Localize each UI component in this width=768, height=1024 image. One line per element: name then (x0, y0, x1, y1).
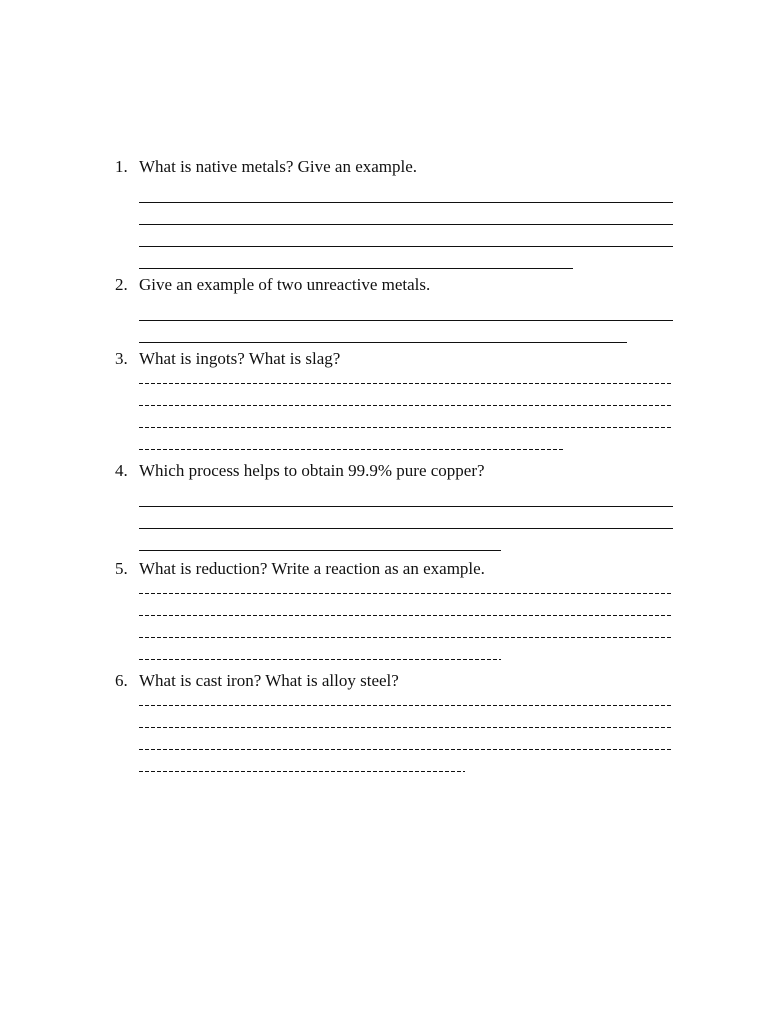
answer-line[interactable] (139, 414, 673, 436)
answer-area-4[interactable] (139, 482, 675, 554)
answer-line[interactable] (139, 324, 627, 346)
answer-area-5[interactable] (139, 580, 675, 668)
answer-line[interactable] (139, 692, 673, 714)
answer-line[interactable] (139, 758, 465, 780)
answer-line[interactable] (139, 206, 673, 228)
question-text: Which process helps to obtain 99.9% pure copper? (139, 461, 485, 480)
answer-line[interactable] (139, 250, 573, 272)
question-3-prompt (115, 348, 675, 370)
answer-area-1[interactable] (139, 178, 675, 272)
answer-line[interactable] (139, 482, 673, 510)
answer-line[interactable] (139, 392, 673, 414)
question-1-prompt (115, 156, 675, 178)
answer-line[interactable] (139, 436, 565, 458)
question-text: What is cast iron? What is alloy steel? (139, 671, 399, 690)
question-text: Give an example of two unreactive metals. (139, 275, 431, 294)
question-list (115, 156, 675, 780)
answer-line[interactable] (139, 370, 673, 392)
question-number: 6. (115, 671, 128, 690)
answer-line[interactable] (139, 228, 673, 250)
answer-line[interactable] (139, 736, 673, 758)
answer-area-2[interactable] (139, 296, 675, 346)
question-2-prompt (115, 274, 675, 296)
question-2 (115, 274, 675, 346)
answer-line[interactable] (139, 624, 673, 646)
question-number: 3. (115, 349, 128, 368)
question-text: What is reduction? Write a reaction as an example. (139, 559, 485, 578)
answer-line[interactable] (139, 510, 673, 532)
answer-area-3[interactable] (139, 370, 675, 458)
question-text: What is native metals? Give an example. (139, 157, 418, 176)
question-number: 1. (115, 157, 128, 176)
question-4-prompt (115, 460, 675, 482)
answer-line[interactable] (139, 296, 673, 324)
answer-line[interactable] (139, 580, 673, 602)
question-number: 4. (115, 461, 128, 480)
answer-line[interactable] (139, 532, 501, 554)
question-5 (115, 558, 675, 668)
question-1 (115, 156, 675, 272)
question-6 (115, 670, 675, 780)
question-6-prompt (115, 670, 675, 692)
question-number: 5. (115, 559, 128, 578)
question-3 (115, 348, 675, 458)
question-number: 2. (115, 275, 128, 294)
answer-line[interactable] (139, 602, 673, 624)
question-text: What is ingots? What is slag? (139, 349, 341, 368)
question-4 (115, 460, 675, 554)
answer-area-6[interactable] (139, 692, 675, 780)
answer-line[interactable] (139, 178, 673, 206)
answer-line[interactable] (139, 714, 673, 736)
answer-line[interactable] (139, 646, 501, 668)
question-5-prompt (115, 558, 675, 580)
